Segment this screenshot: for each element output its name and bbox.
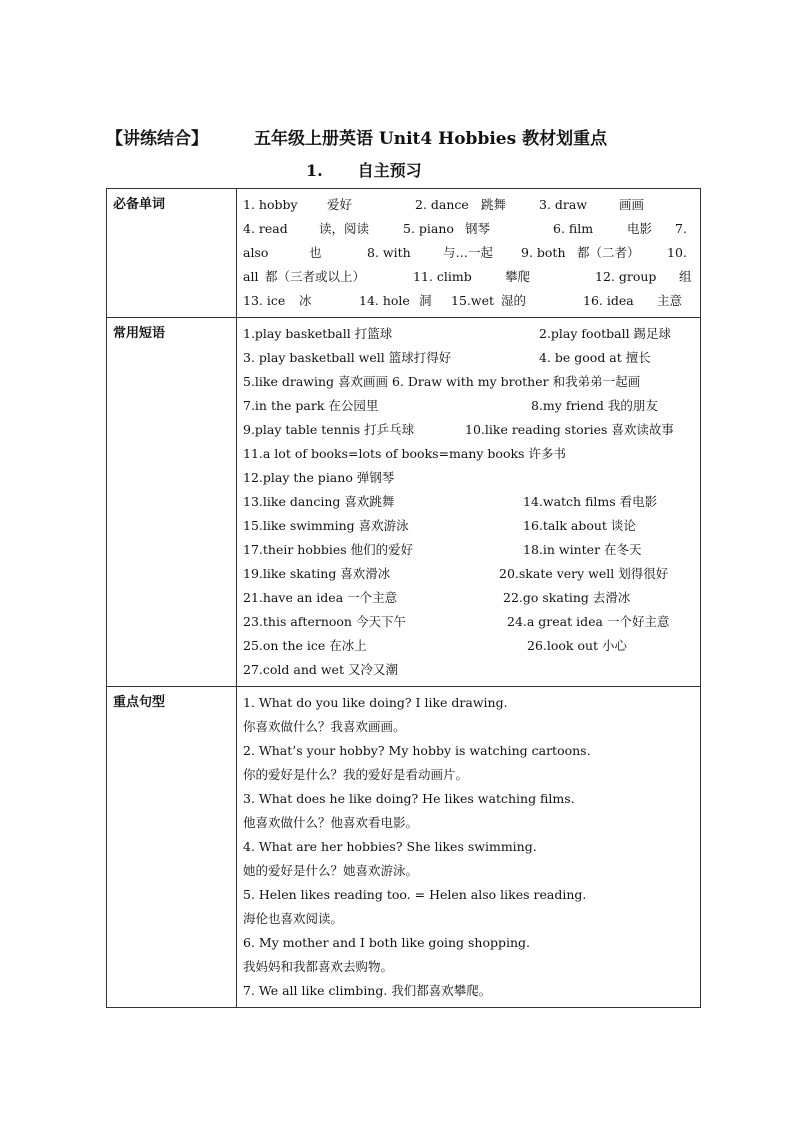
sentence-english: 6. My mother and I both like going shopping. [243, 935, 531, 950]
phrase-item: 8.my friend 我的朋友 [531, 398, 658, 413]
vocab-word: 15.wet [451, 293, 494, 308]
phrase-item: 11.a lot of books=lots of books=many books 许多书 [243, 446, 566, 461]
vocab-word: also [243, 245, 269, 260]
vocab-word: 11. climb [413, 269, 472, 284]
phrase-item: 9.play table tennis 打乒乓球 [243, 422, 415, 437]
phrase-item: 26.look out 小心 [527, 638, 628, 653]
phrase-item: 7.in the park 在公园里 [243, 398, 379, 413]
sentence-english: 3. What does he like doing? He likes watching films. [243, 791, 575, 806]
sentences-heading: 重点句型 [107, 687, 237, 1008]
sentence-chinese: 她的爱好是什么？她喜欢游泳。 [243, 863, 419, 878]
vocab-word: 5. piano [403, 221, 454, 236]
vocab-meaning: 画画 [619, 197, 645, 212]
vocab-meaning: 冰 [299, 293, 312, 308]
phrase-line [243, 394, 694, 418]
vocab-row [107, 189, 701, 318]
phrase-line [243, 322, 694, 346]
vocab-line [243, 193, 694, 217]
sentence-chinese: 你的爱好是什么？我的爱好是看动画片。 [243, 767, 469, 782]
sentence-chinese: 海伦也喜欢阅读。 [243, 911, 344, 926]
vocab-heading: 必备单词 [107, 189, 237, 318]
phrase-item: 13.like dancing 喜欢跳舞 [243, 494, 395, 509]
phrase-line [243, 490, 694, 514]
phrase-item: 20.skate very well 划得很好 [499, 566, 669, 581]
sentences-row [107, 687, 701, 1008]
phrase-item: 16.talk about 谈论 [523, 518, 636, 533]
vocab-word: 12. group [595, 269, 657, 284]
phrase-item: 17.their hobbies 他们的爱好 [243, 542, 414, 557]
phrase-line [243, 538, 694, 562]
sentences-cell [237, 687, 701, 1008]
sentence-chinese: 他喜欢做什么？他喜欢看电影。 [243, 815, 419, 830]
vocab-meaning: 攀爬 [505, 269, 531, 284]
sentence-english: 1. What do you like doing? I like drawing. [243, 695, 508, 710]
phrase-item: 27.cold and wet 又冷又潮 [243, 662, 398, 677]
vocab-word: 13. ice [243, 293, 286, 308]
vocab-meaning: 跳舞 [481, 197, 507, 212]
vocab-word: 7. [675, 221, 687, 236]
vocab-word: 9. both [521, 245, 566, 260]
phrase-line [243, 370, 694, 394]
phrase-item: 12.play the piano 弹钢琴 [243, 470, 395, 485]
document-title [106, 124, 706, 148]
phrase-line [243, 634, 694, 658]
study-table [106, 188, 701, 1008]
phrases-cell [237, 318, 701, 687]
phrase-line [243, 658, 694, 682]
vocab-line [243, 289, 694, 313]
sentence-chinese: 我妈妈和我都喜欢去购物。 [243, 959, 394, 974]
vocab-meaning: 都（二者） [577, 245, 640, 260]
phrase-item: 21.have an idea 一个主意 [243, 590, 398, 605]
sentence-english: 2. What’s your hobby? My hobby is watching cartoons. [243, 743, 591, 758]
phrase-line [243, 466, 694, 490]
vocab-word: 1. hobby [243, 197, 298, 212]
phrase-item: 15.like swimming 喜欢游泳 [243, 518, 409, 533]
vocab-meaning: 也 [309, 245, 322, 260]
vocab-meaning: 电影 [627, 221, 653, 236]
phrase-line [243, 442, 694, 466]
vocab-word: 6. film [553, 221, 594, 236]
phrases-row [107, 318, 701, 687]
vocab-word: 3. draw [539, 197, 588, 212]
section-heading [306, 158, 422, 181]
vocab-line [243, 241, 694, 265]
phrase-item: 10.like reading stories 喜欢读故事 [465, 422, 674, 437]
phrase-line [243, 586, 694, 610]
phrase-item: 3. play basketball well 篮球打得好 [243, 350, 452, 365]
section-number: 1. [306, 161, 323, 180]
phrase-item: 18.in winter 在冬天 [523, 542, 642, 557]
sentence-english: 5. Helen likes reading too. = Helen also likes reading. [243, 887, 587, 902]
sentence-english: 4. What are her hobbies? She likes swimming. [243, 839, 537, 854]
vocab-word: 8. with [367, 245, 411, 260]
phrase-item: 14.watch films 看电影 [523, 494, 658, 509]
vocab-word: 14. hole [359, 293, 410, 308]
phrase-line [243, 346, 694, 370]
vocab-meaning: 读，阅读 [319, 221, 370, 236]
phrase-item: 25.on the ice 在冰上 [243, 638, 367, 653]
vocab-word: 10. [667, 245, 687, 260]
phrase-item: 1.play basketball 打篮球 [243, 326, 393, 341]
phrase-item: 23.this afternoon 今天下午 [243, 614, 406, 629]
vocab-meaning: 组 [679, 269, 692, 284]
phrase-line [243, 610, 694, 634]
phrase-item: 2.play football 踢足球 [539, 326, 672, 341]
vocab-meaning: 洞 [419, 293, 432, 308]
phrase-item: 19.like skating 喜欢滑冰 [243, 566, 391, 581]
title-text: 五年级上册英语 Unit4 Hobbies 教材划重点 [254, 129, 608, 149]
vocab-word: 4. read [243, 221, 288, 236]
vocab-meaning: 钢琴 [465, 221, 491, 236]
phrase-item: 4. be good at 擅长 [539, 350, 651, 365]
phrases-heading: 常用短语 [107, 318, 237, 687]
vocab-meaning: 湿的 [501, 293, 527, 308]
phrase-item: 5.like drawing 喜欢画画 6. Draw with my brother 和我弟弟一起画 [243, 374, 641, 389]
vocab-line [243, 217, 694, 241]
phrase-item: 24.a great idea 一个好主意 [507, 614, 670, 629]
vocab-meaning: 都（三者或以上） [265, 269, 366, 284]
vocab-meaning: 与…一起 [443, 245, 494, 260]
vocab-word: 2. dance [415, 197, 469, 212]
vocab-word: all [243, 269, 259, 284]
vocab-word: 16. idea [583, 293, 634, 308]
vocab-meaning: 爱好 [327, 197, 353, 212]
phrase-line [243, 514, 694, 538]
vocab-cell [237, 189, 701, 318]
vocab-line [243, 265, 694, 289]
phrase-line [243, 418, 694, 442]
title-tag: 【讲练结合】 [106, 129, 208, 149]
vocab-meaning: 主意 [657, 293, 683, 308]
section-title: 自主预习 [357, 161, 422, 180]
sentence-english: 7. We all like climbing. 我们都喜欢攀爬。 [243, 983, 492, 998]
sentence-chinese: 你喜欢做什么？我喜欢画画。 [243, 719, 406, 734]
phrase-line [243, 562, 694, 586]
phrase-item: 22.go skating 去滑冰 [503, 590, 631, 605]
